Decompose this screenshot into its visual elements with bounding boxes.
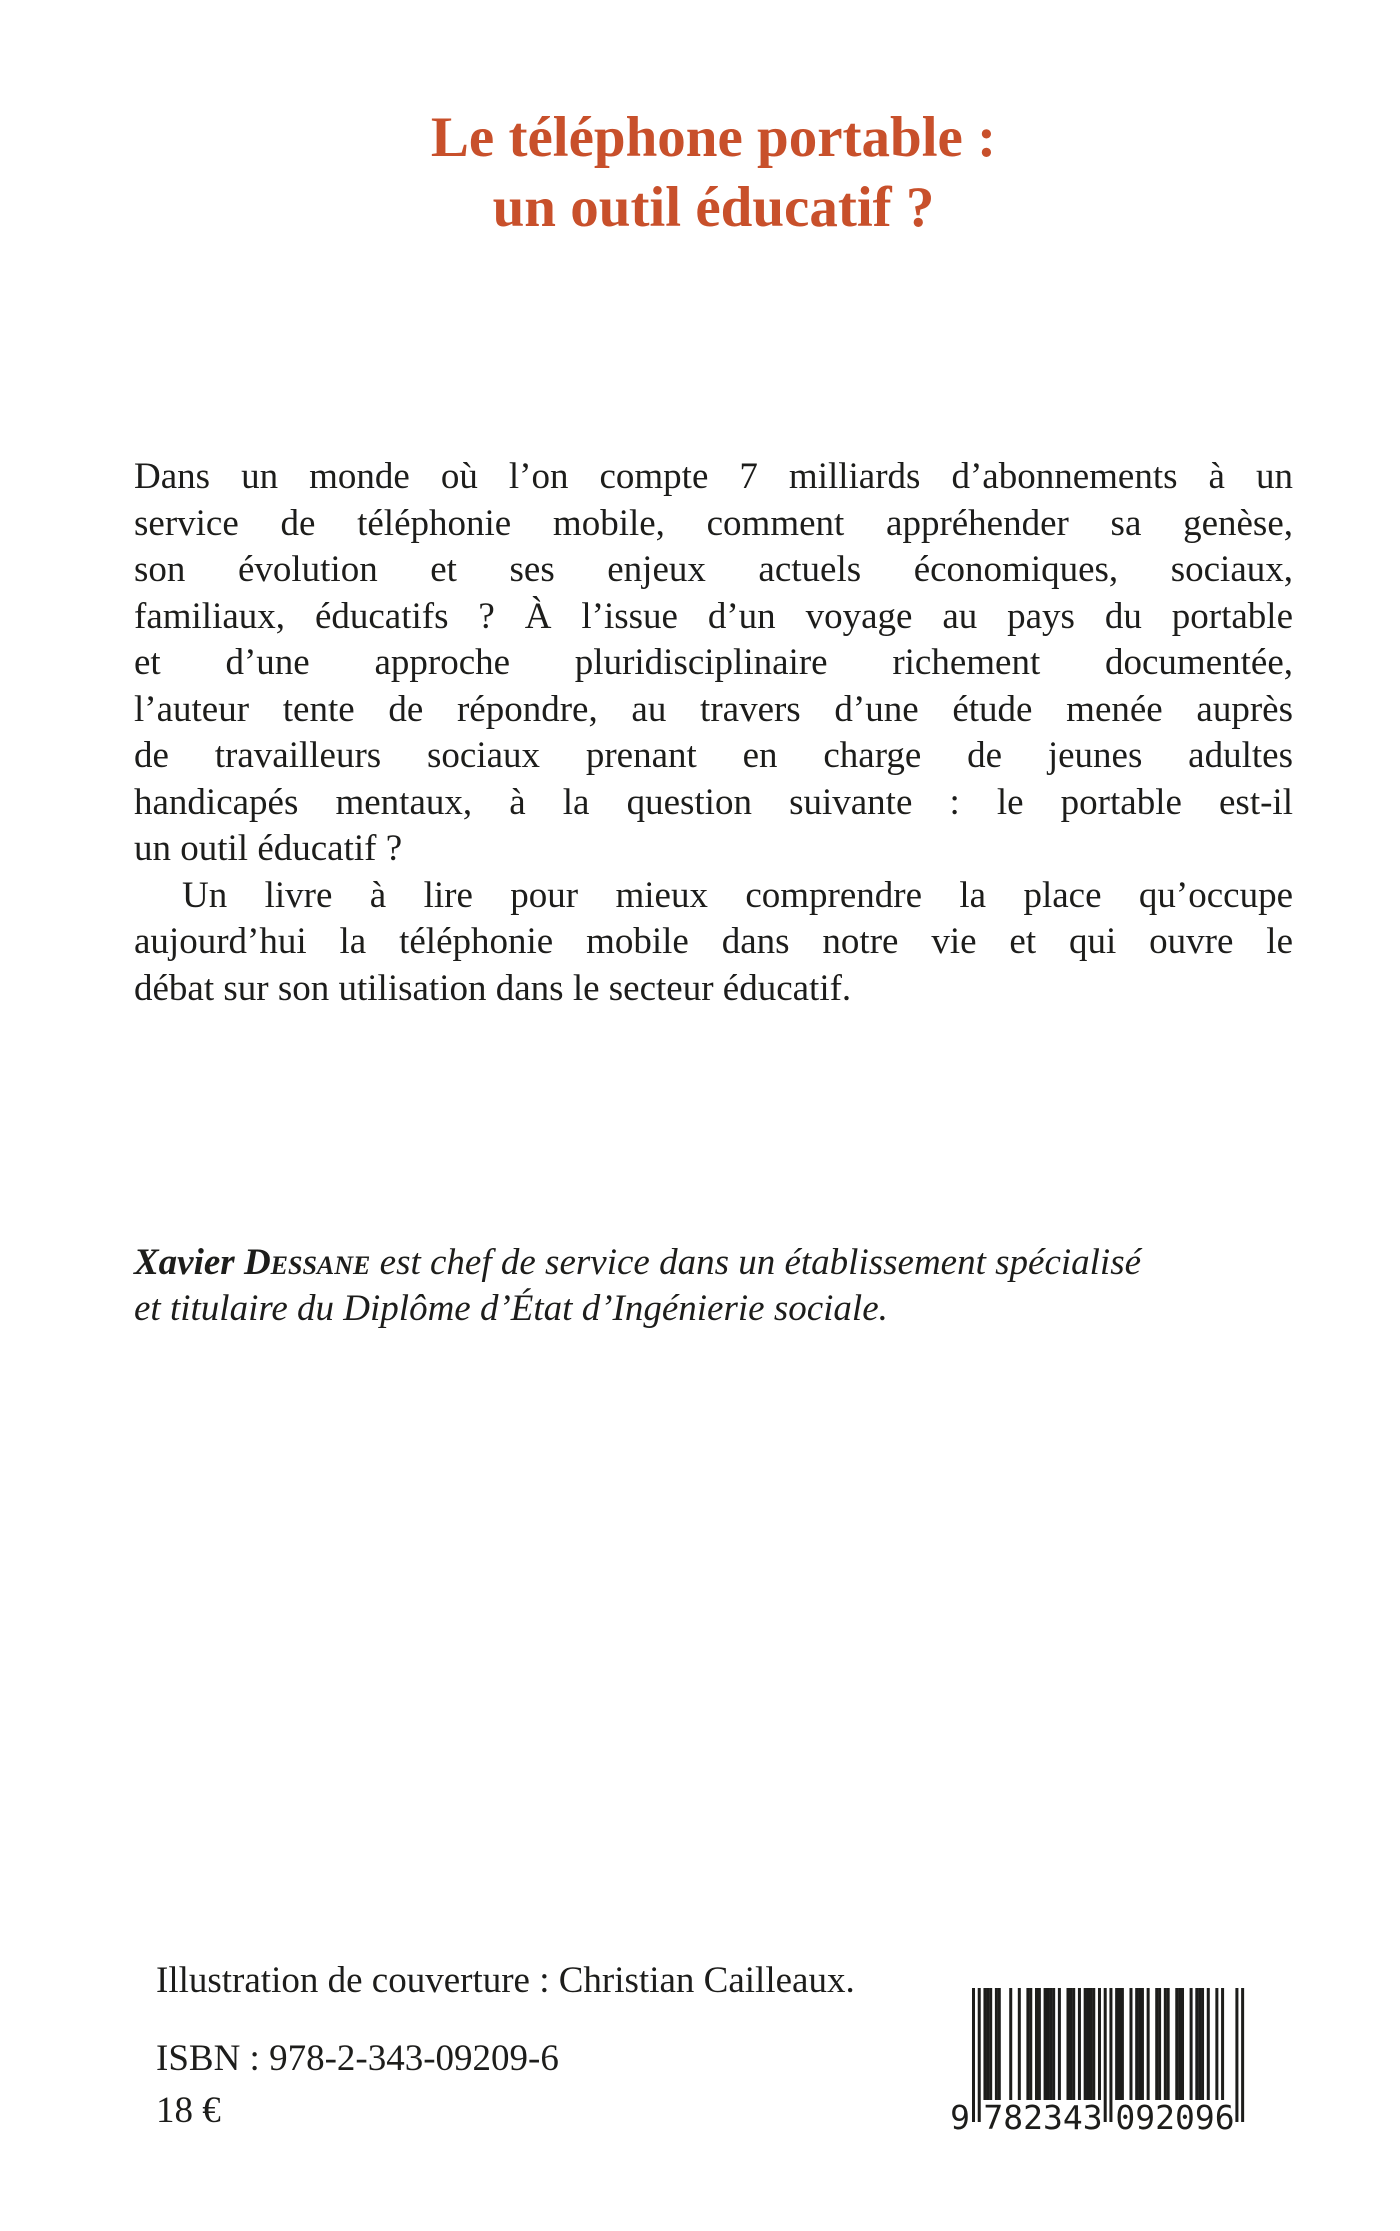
synopsis-p1-line5: et d’une approche pluridisciplinaire richement documentée, bbox=[134, 642, 1293, 683]
book-title-line-1: Le téléphone portable : bbox=[430, 106, 997, 169]
synopsis-p1-line2: service de téléphonie mobile, comment appréhender sa genèse, bbox=[134, 502, 1293, 544]
synopsis bbox=[134, 454, 1293, 1012]
author-last-name: Dessane bbox=[243, 1242, 371, 1283]
book-title-line-2: un outil éducatif ? bbox=[492, 176, 935, 239]
synopsis-p1-line4: familiaux, éducatifs ? À l’issue d’un voyage au pays du portable bbox=[134, 595, 1293, 637]
author-note-line-1 bbox=[134, 1240, 1293, 1286]
book-title bbox=[134, 103, 1293, 243]
synopsis-p2-line1: Un livre à lire pour mieux comprendre la place qu’occupe bbox=[182, 874, 1293, 916]
isbn: ISBN : 978-2-343-09209-6 bbox=[156, 2038, 559, 2079]
ean13-barcode bbox=[950, 1988, 1250, 2136]
barcode-digits-group-2: 782343 bbox=[983, 2098, 1103, 2136]
author-note-line-2: et titulaire du Diplôme d’État d’Ingénierie sociale. bbox=[134, 1288, 888, 1329]
synopsis-p2-line3: débat sur son utilisation dans le secteur éducatif. bbox=[134, 967, 852, 1009]
author-first-name: Xavier bbox=[134, 1242, 244, 1283]
ean13-barcode-svg bbox=[950, 1988, 1250, 2136]
barcode-digits-group-3: 092096 bbox=[1115, 2098, 1235, 2136]
synopsis-p2-line2: aujourd’hui la téléphonie mobile dans notre vie et qui ouvre le bbox=[134, 921, 1293, 962]
synopsis-p1-line3: son évolution et ses enjeux actuels économiques, sociaux, bbox=[134, 549, 1293, 590]
illustration-credit: Illustration de couverture : Christian Cailleaux. bbox=[156, 1960, 855, 2001]
synopsis-p1-line8: handicapés mentaux, à la question suivante : le portable est-il bbox=[134, 781, 1293, 823]
synopsis-p1-line7: de travailleurs sociaux prenant en charge de jeunes adultes bbox=[134, 735, 1293, 776]
author-note bbox=[134, 1240, 1293, 1332]
barcode-digits-group-1: 9 bbox=[950, 2098, 970, 2136]
author-note-line-1-text: est chef de service dans un établissement spécialisé bbox=[370, 1242, 1142, 1283]
synopsis-p1-line1: Dans un monde où l’on compte 7 milliards d’abonnements à un bbox=[134, 456, 1293, 497]
synopsis-p1-line9: un outil éducatif ? bbox=[134, 828, 403, 869]
price: 18 € bbox=[156, 2090, 221, 2131]
synopsis-p1-line6: l’auteur tente de répondre, au travers d’une étude menée auprès bbox=[134, 688, 1293, 730]
